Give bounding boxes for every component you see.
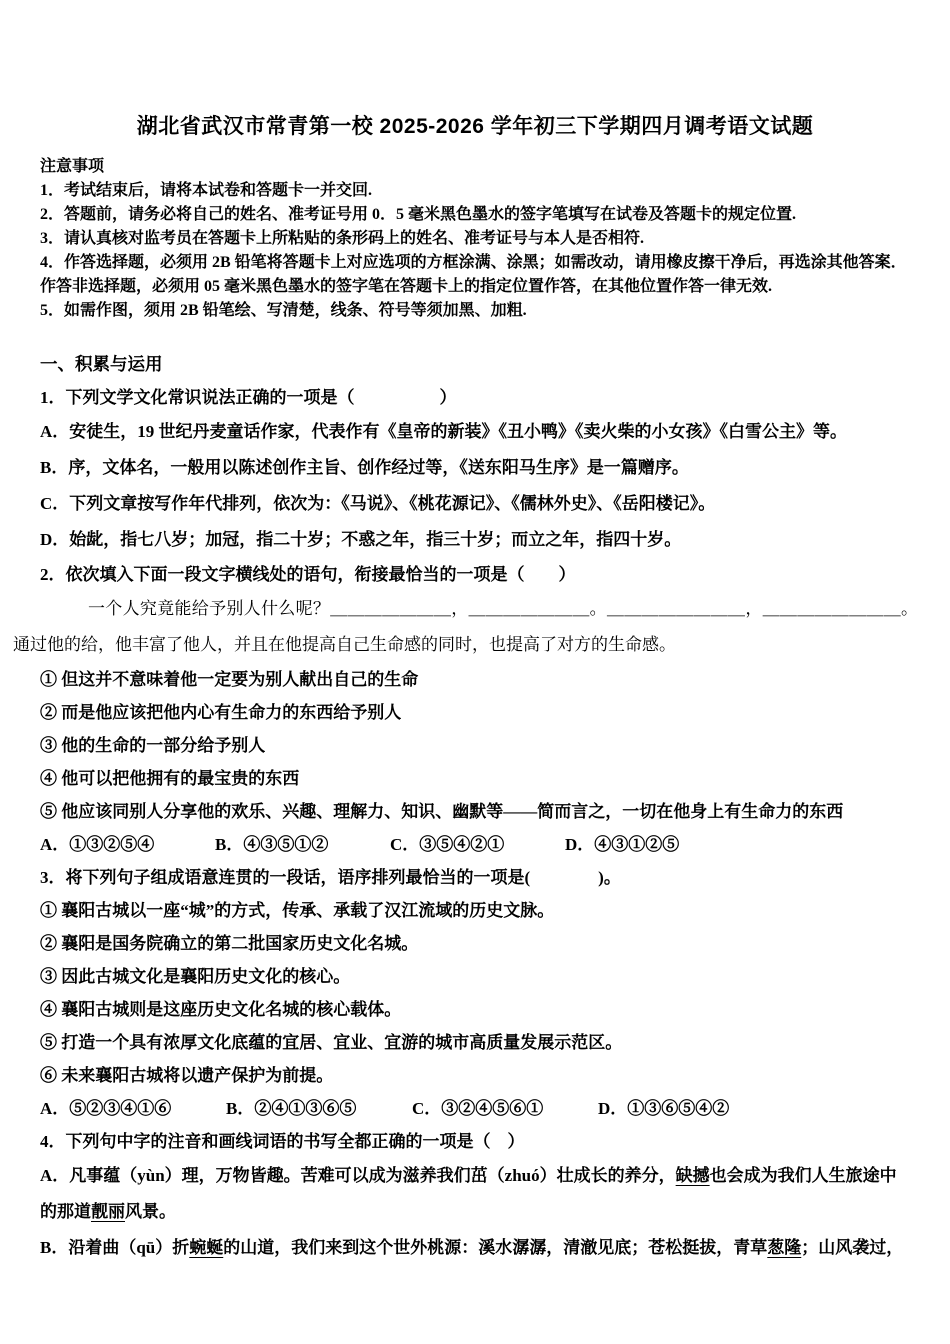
q1-stem: 1．下列文学文化常识说法正确的一项是（ ） [40, 388, 457, 407]
q4-b-text-2: 的山道，我们来到这个世外桃源：溪水潺潺，清澈见底；苍松挺拔，青草 [223, 1238, 768, 1257]
q3-sentence-2: ② 襄阳是国务院确立的第二批国家历史文化名城。 [40, 934, 419, 953]
q2-choice-d: D．④③①②⑤ [565, 835, 680, 854]
q2-sentence-5: ⑤ 他应该同别人分享他的欢乐、兴趣、理解力、知识、幽默等——简而言之，一切在他身上有生命力的东西 [40, 802, 844, 821]
q1-option-d: D．始龀，指七八岁；加冠，指二十岁；不惑之年，指三十岁；而立之年，指四十岁。 [40, 530, 682, 549]
q3-choice-a: A．⑤②③④①⑥ [40, 1099, 172, 1118]
q4-a-text-1: A．凡事蕴（yùn）理，万物皆趣。苦难可以成为滋养我们茁（zhuó）壮成长的养分， [40, 1166, 676, 1185]
q2-choice-b: B．④③⑤①② [215, 835, 329, 854]
q4-b-underlined-word-2: 葱隆 [767, 1238, 802, 1257]
notice-item-5: 5．如需作图，须用 2B 铅笔绘、写清楚，线条、符号等须加黑、加粗. [40, 302, 527, 319]
q3-choices [40, 1092, 910, 1125]
q2-choice-a: A．①③②⑤④ [40, 835, 155, 854]
q3-sentence-6: ⑥ 未来襄阳古城将以遗产保护为前提。 [40, 1066, 334, 1085]
q2-sentence-4: ④ 他可以把他拥有的最宝贵的东西 [40, 769, 300, 788]
q2-passage: 一个人究竟能给予别人什么呢？＿＿＿＿＿＿＿，＿＿＿＿＿＿＿。＿＿＿＿＿＿＿＿，＿＿＿＿＿＿＿＿。通过他的给，他丰富了他人，并且在他提高自己生命感的同时，也提高了对方的生命感。 [13, 599, 918, 654]
notice-item-3: 3．请认真核对监考员在答题卡上所粘贴的条形码上的姓名、准考证号与本人是否相符. [40, 230, 645, 247]
q2-sentence-1: ① 但这并不意味着他一定要为别人献出自己的生命 [40, 670, 419, 689]
q3-sentence-3: ③ 因此古城文化是襄阳历史文化的核心。 [40, 967, 351, 986]
q4-a-underlined-word-2: 靓丽 [91, 1202, 125, 1221]
q4-a-underlined-word-1: 缺撼 [675, 1166, 710, 1185]
q2-sentence-3: ③ 他的生命的一部分给予别人 [40, 736, 266, 755]
q2-choice-c: C．③⑤④②① [390, 835, 505, 854]
q2-choices [40, 828, 910, 861]
q3-sentence-5: ⑤ 打造一个具有浓厚文化底蕴的宜居、宜业、宜游的城市高质量发展示范区。 [40, 1033, 623, 1052]
q1-option-c: C．下列文章按写作年代排列，依次为：《马说》、《桃花源记》、《儒林外史》、《岳阳楼记》。 [40, 494, 716, 513]
q2-sentence-2: ② 而是他应该把他内心有生命力的东西给予别人 [40, 703, 402, 722]
q3-choice-d: D．①③⑥⑤④② [598, 1099, 730, 1118]
q3-choice-b: B．②④①③⑥⑤ [226, 1099, 357, 1118]
q4-option-a [40, 1158, 910, 1230]
notice-item-2: 2．答题前，请务必将自己的姓名、准考证号用 0．5 毫米黑色墨水的签字笔填写在试卷及答题卡的规定位置. [40, 206, 797, 223]
notice-item-4: 4．作答选择题，必须用 2B 铅笔将答题卡上对应选项的方框涂满、涂黑；如需改动，请用橡皮擦干净后，再选涂其他答案．作答非选择题，必须用 05 毫米黑色墨水的签字笔在答题卡上的指定位置作答，在其他位置作答一律无效. [40, 254, 907, 295]
q1-option-a: A．安徒生，19 世纪丹麦童话作家，代表作有《皇帝的新装》《丑小鸭》《卖火柴的小女孩》《白雪公主》等。 [40, 422, 848, 441]
q4-a-text-3: 风景。 [125, 1202, 176, 1221]
q4-option-b [40, 1230, 910, 1266]
q3-sentence-4: ④ 襄阳古城则是这座历史文化名城的核心载体。 [40, 1000, 402, 1019]
notice-heading: 注意事项 [40, 158, 105, 175]
q3-choice-c: C．③②④⑤⑥① [412, 1099, 544, 1118]
notice-section [40, 155, 910, 323]
section-1-heading: 一、积累与运用 [40, 354, 163, 374]
q4-a-text-2: 也会成为我们人生旅途中的那道 [40, 1166, 897, 1221]
q4-b-underlined-word-1: 蜿蜒 [189, 1238, 224, 1257]
q1-option-b: B．序，文体名，一般用以陈述创作主旨、创作经过等，《送东阳马生序》是一篇赠序。 [40, 458, 689, 477]
page-title: 湖北省武汉市常青第一校 2025-2026 学年初三下学期四月调考语文试题 [136, 115, 814, 138]
q3-sentence-1: ① 襄阳古城以一座“城”的方式，传承、承载了汉江流域的历史文脉。 [40, 901, 555, 920]
q2-stem: 2．依次填入下面一段文字横线处的语句，衔接最恰当的一项是（ ） [40, 565, 576, 584]
q3-stem: 3．将下列句子组成语意连贯的一段话，语序排列最恰当的一项是( )。 [40, 868, 621, 887]
q4-b-text-1: B．沿着曲（qū）折 [40, 1238, 190, 1257]
q4-stem: 4．下列句中字的注音和画线词语的书写全都正确的一项是（ ） [40, 1132, 525, 1151]
notice-item-1: 1．考试结束后，请将本试卷和答题卡一并交回. [40, 182, 373, 199]
q4-b-text-3: ；山风袭过， [801, 1238, 904, 1257]
